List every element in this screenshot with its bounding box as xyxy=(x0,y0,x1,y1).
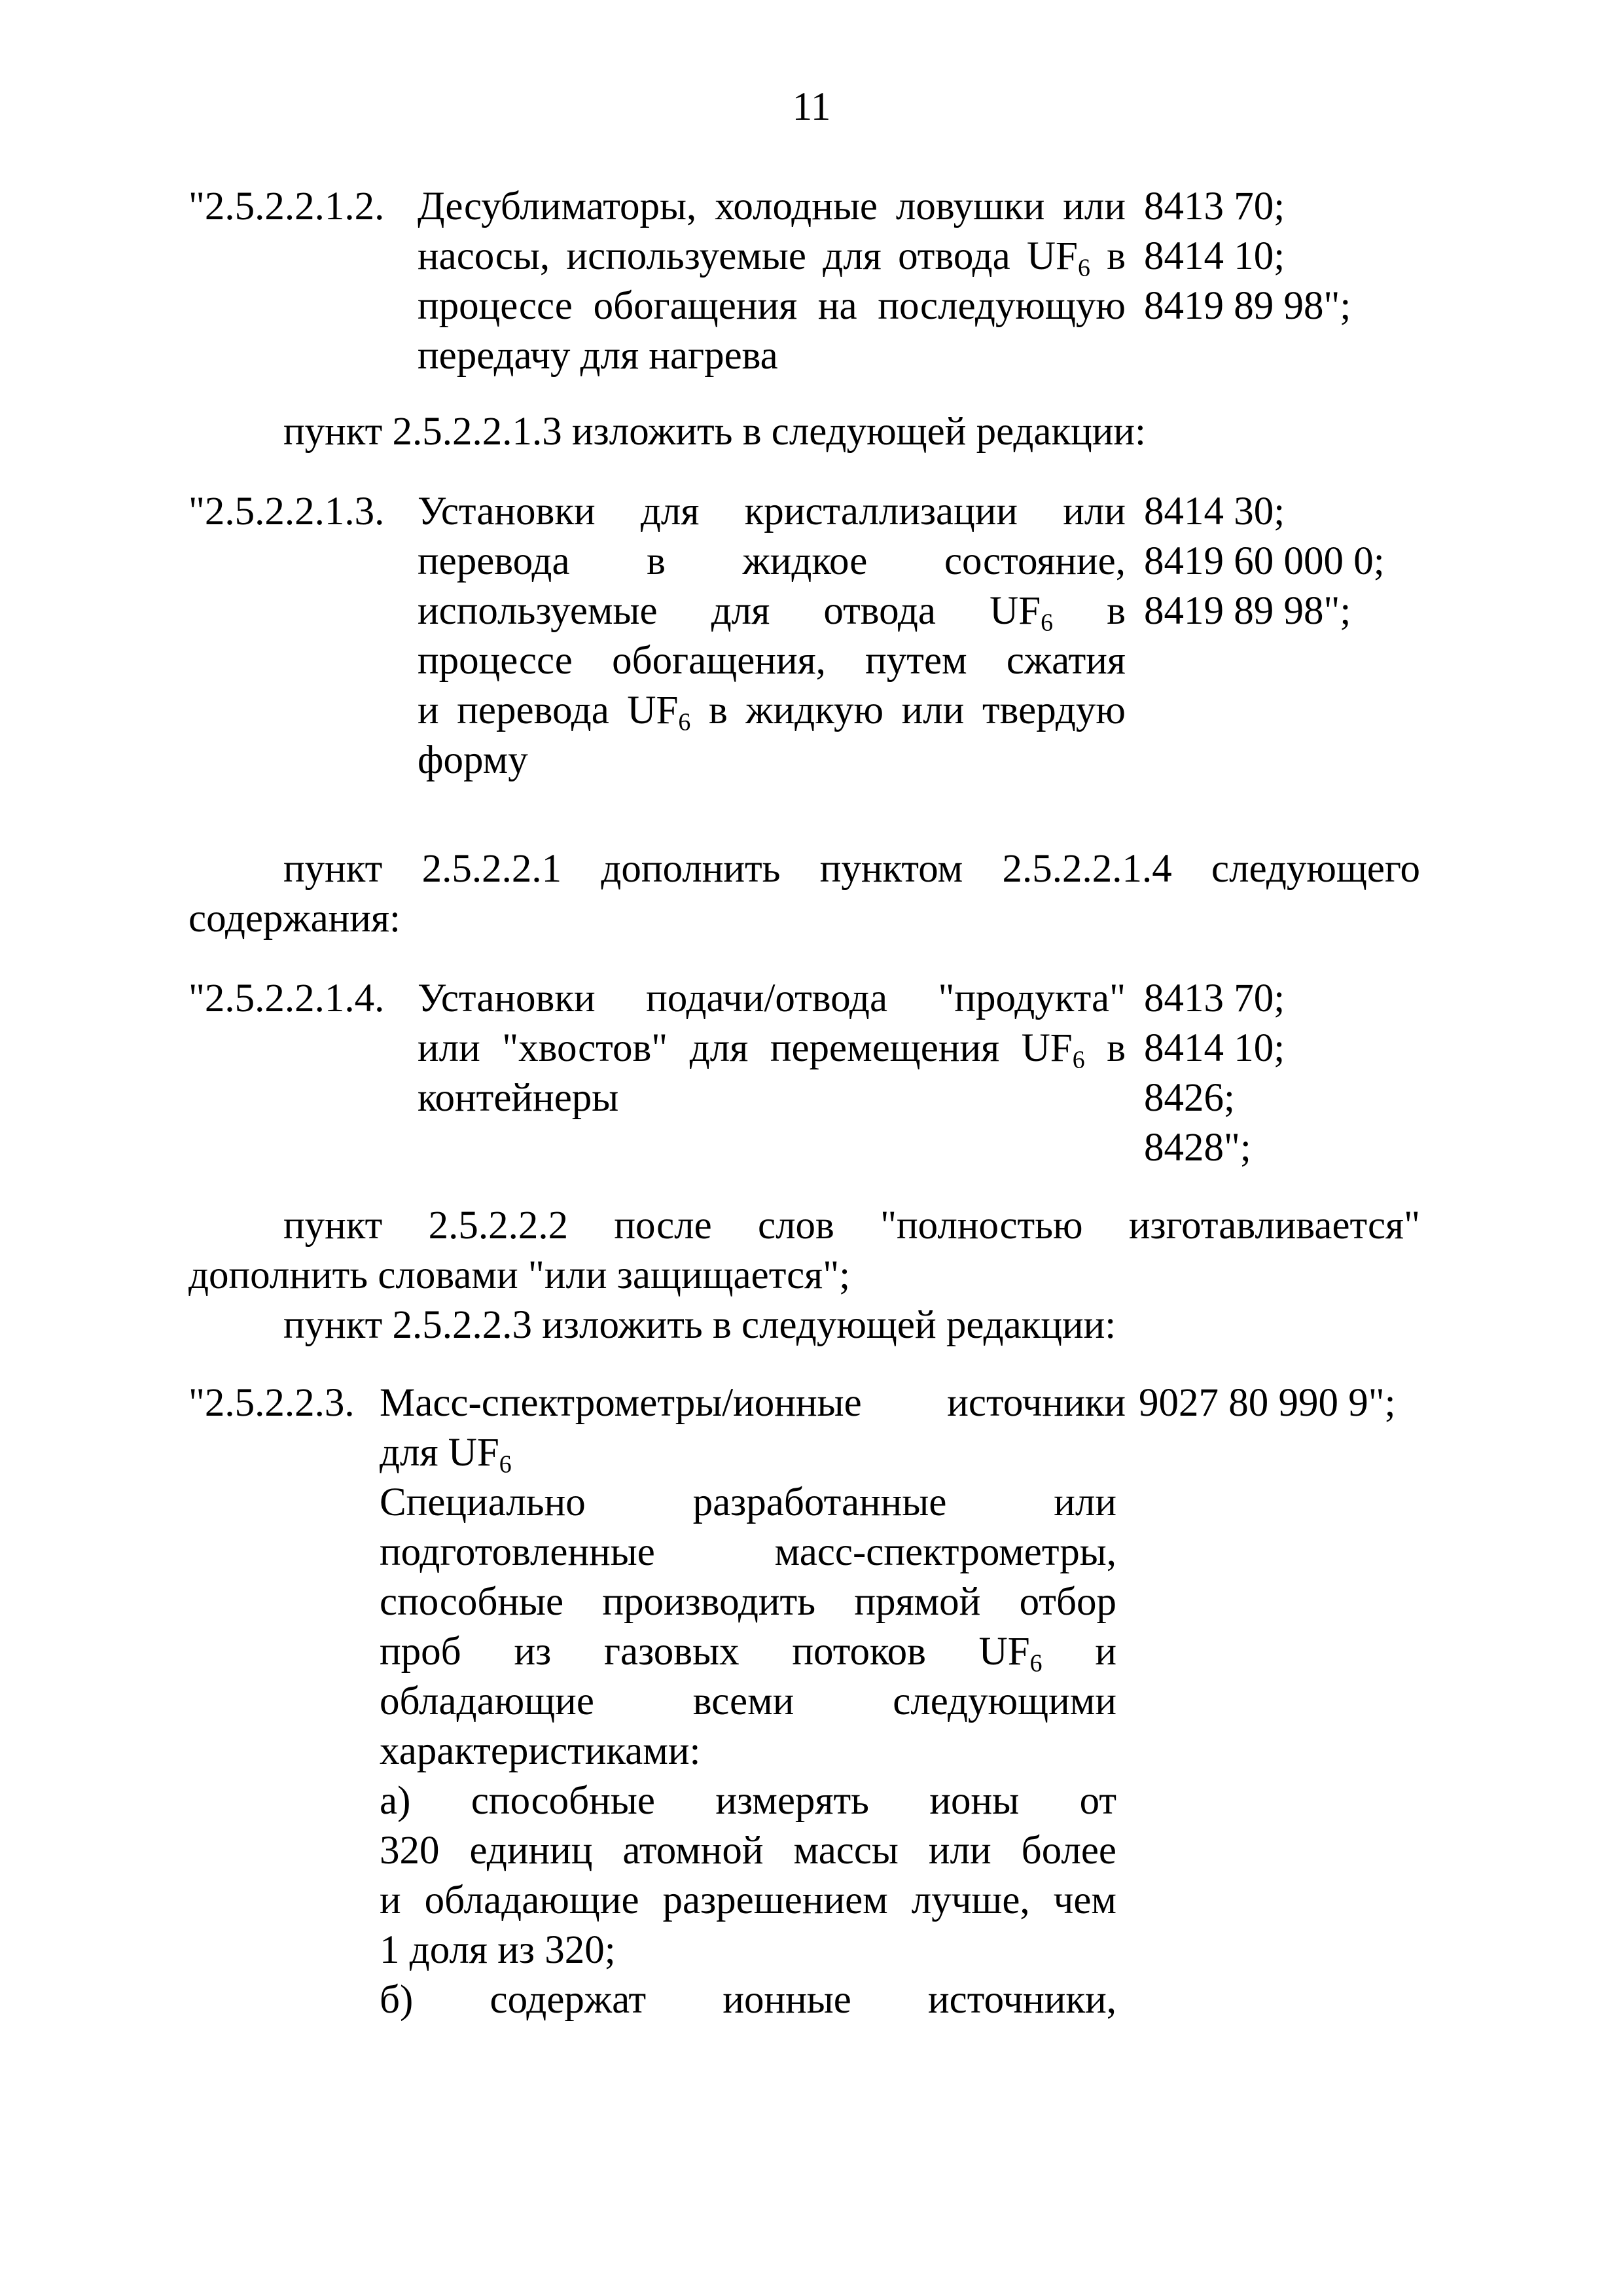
entry-number: "2.5.2.2.1.2. xyxy=(188,185,385,228)
page-number: 11 xyxy=(792,85,831,129)
entry-codes: 8414 30; 8419 60 000 0; 8419 89 98"; xyxy=(1144,490,1385,633)
entry-specification: Специально разработанные или подготовленные масс-спектрометры, способные производить прямой отбор проб из газовых потоков $UF_6$ и обладающие всеми следующими характеристиками: а) способные измерять ионы от 320 единиц атомной массы или более и обладающие разрешением лучше, чем 1 доля из 320; б) содержат ионные источники, xyxy=(380,1480,1116,2022)
entry-number: "2.5.2.2.1.4. xyxy=(188,977,385,1020)
entry-codes: 8413 70; 8414 10; 8419 89 98"; xyxy=(1144,185,1351,328)
paragraph-add-2-5-2-2-1-4: пункт 2.5.2.2.1 дополнить пунктом 2.5.2.2.1.4 следующего содержания: xyxy=(188,847,1420,941)
entry-number: "2.5.2.2.1.3. xyxy=(188,490,385,533)
entry-description: Десублиматоры, холодные ловушки или насосы, используемые для отвода $UF_6$ в процессе обогащения на последующую передачу для нагрева xyxy=(418,185,1126,378)
entry-number: "2.5.2.2.3. xyxy=(188,1381,355,1425)
paragraph-add-words-2-5-2-2-2: пункт 2.5.2.2.2 после слов "полностью изготавливается" дополнить словами "или защищается"; пункт 2.5.2.2.3 изложить в следующей редакции: xyxy=(188,1204,1420,1347)
entry-codes: 9027 80 990 9"; xyxy=(1139,1381,1396,1425)
entry-description: Установки для кристаллизации или перевода в жидкое состояние, используемые для отвода $UF_6$ в процессе обогащения, путем сжатия и перевода $UF_6$ в жидкую или твердую форму xyxy=(418,490,1126,782)
entry-codes: 8413 70; 8414 10; 8426; 8428"; xyxy=(1144,977,1285,1170)
paragraph-edit-2-5-2-2-1-3: пункт 2.5.2.2.1.3 изложить в следующей редакции: xyxy=(283,410,1146,454)
entry-description: Установки подачи/отвода "продукта" или "хвостов" для перемещения $UF_6$ в контейнеры xyxy=(418,977,1126,1120)
entry-description: Масс-спектрометры/ионные источники для $UF_6$ xyxy=(380,1381,1126,1479)
